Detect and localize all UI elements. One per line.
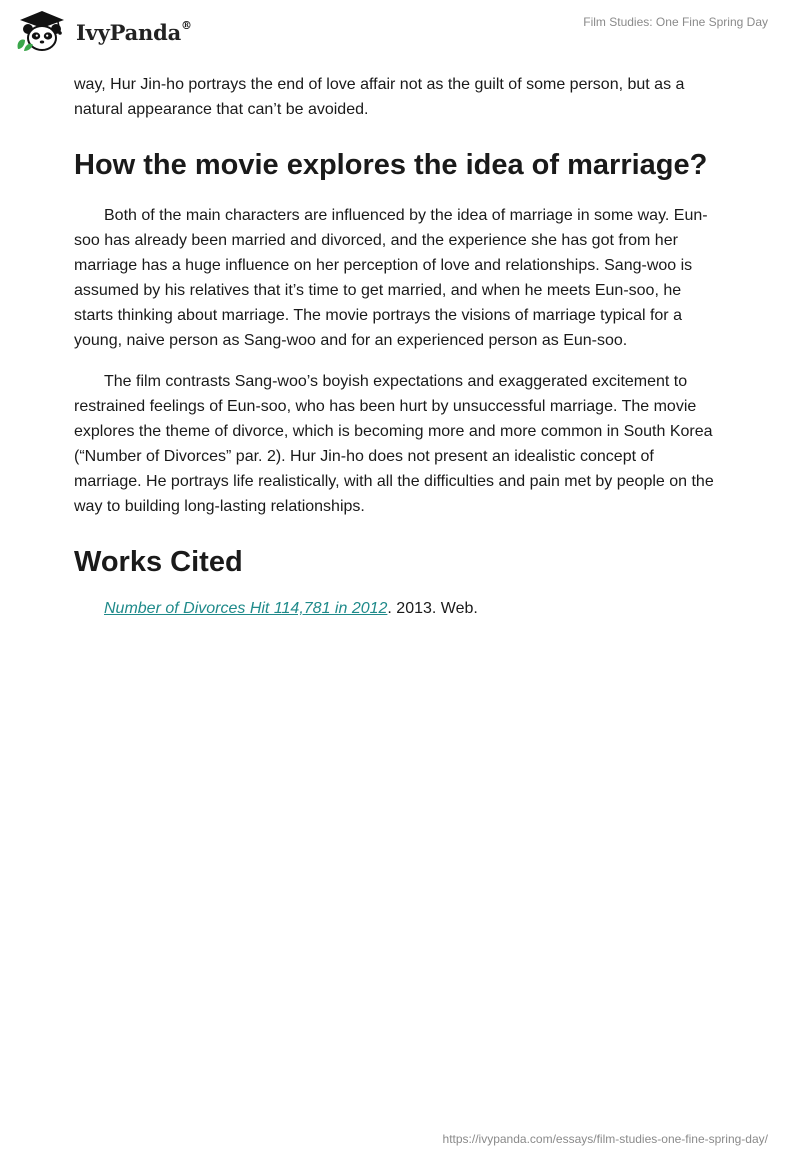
section-heading-marriage: How the movie explores the idea of marriage? (74, 149, 708, 181)
document-title: Film Studies: One Fine Spring Day (583, 15, 768, 29)
paragraph: The film contrasts Sang-woo’s boyish expectations and exaggerated excitement to restrained feelings of Eun-soo, who has been hurt by unsuccessful marriage. The movie explores the theme of divorce, which is becoming more and more common in South Korea (“Number of Divorces” par. 2). Hur Jin-ho does not present an idealistic concept of marriage. He portrays life realistically, with all the difficulties and pain met by people on the way to building long-lasting relationships. (74, 373, 714, 515)
citation-entry (74, 596, 724, 621)
panda-graduate-icon (14, 9, 70, 53)
brand-name: IvyPanda® (76, 18, 192, 45)
citation-details: . 2013. Web. (387, 600, 478, 617)
footer-url: https://ivypanda.com/essays/film-studies-one-fine-spring-day/ (442, 1132, 768, 1146)
page-header (0, 0, 800, 64)
ivypanda-logo[interactable] (14, 9, 192, 53)
citation-link[interactable]: Number of Divorces Hit 114,781 in 2012 (104, 600, 388, 617)
intro-paragraph: way, Hur Jin-ho portrays the end of love affair not as the guilt of some person, but as a natural appearance that can’t be avoided. (74, 76, 685, 118)
paragraph: Both of the main characters are influenced by the idea of marriage in some way. Eun-soo has already been married and divorced, and the experience she has got from her marriage has a huge influence on her perception of love and relationships. Sang-woo is assumed by his relatives that it’s time to get married, and when he meets Eun-soo, he starts thinking about marriage. The movie portrays the visions of marriage typical for a young, naive person as Sang-woo and for an experienced person as Eun-soo. (74, 207, 708, 349)
essay-content (74, 72, 724, 621)
works-cited-heading: Works Cited (74, 546, 243, 578)
